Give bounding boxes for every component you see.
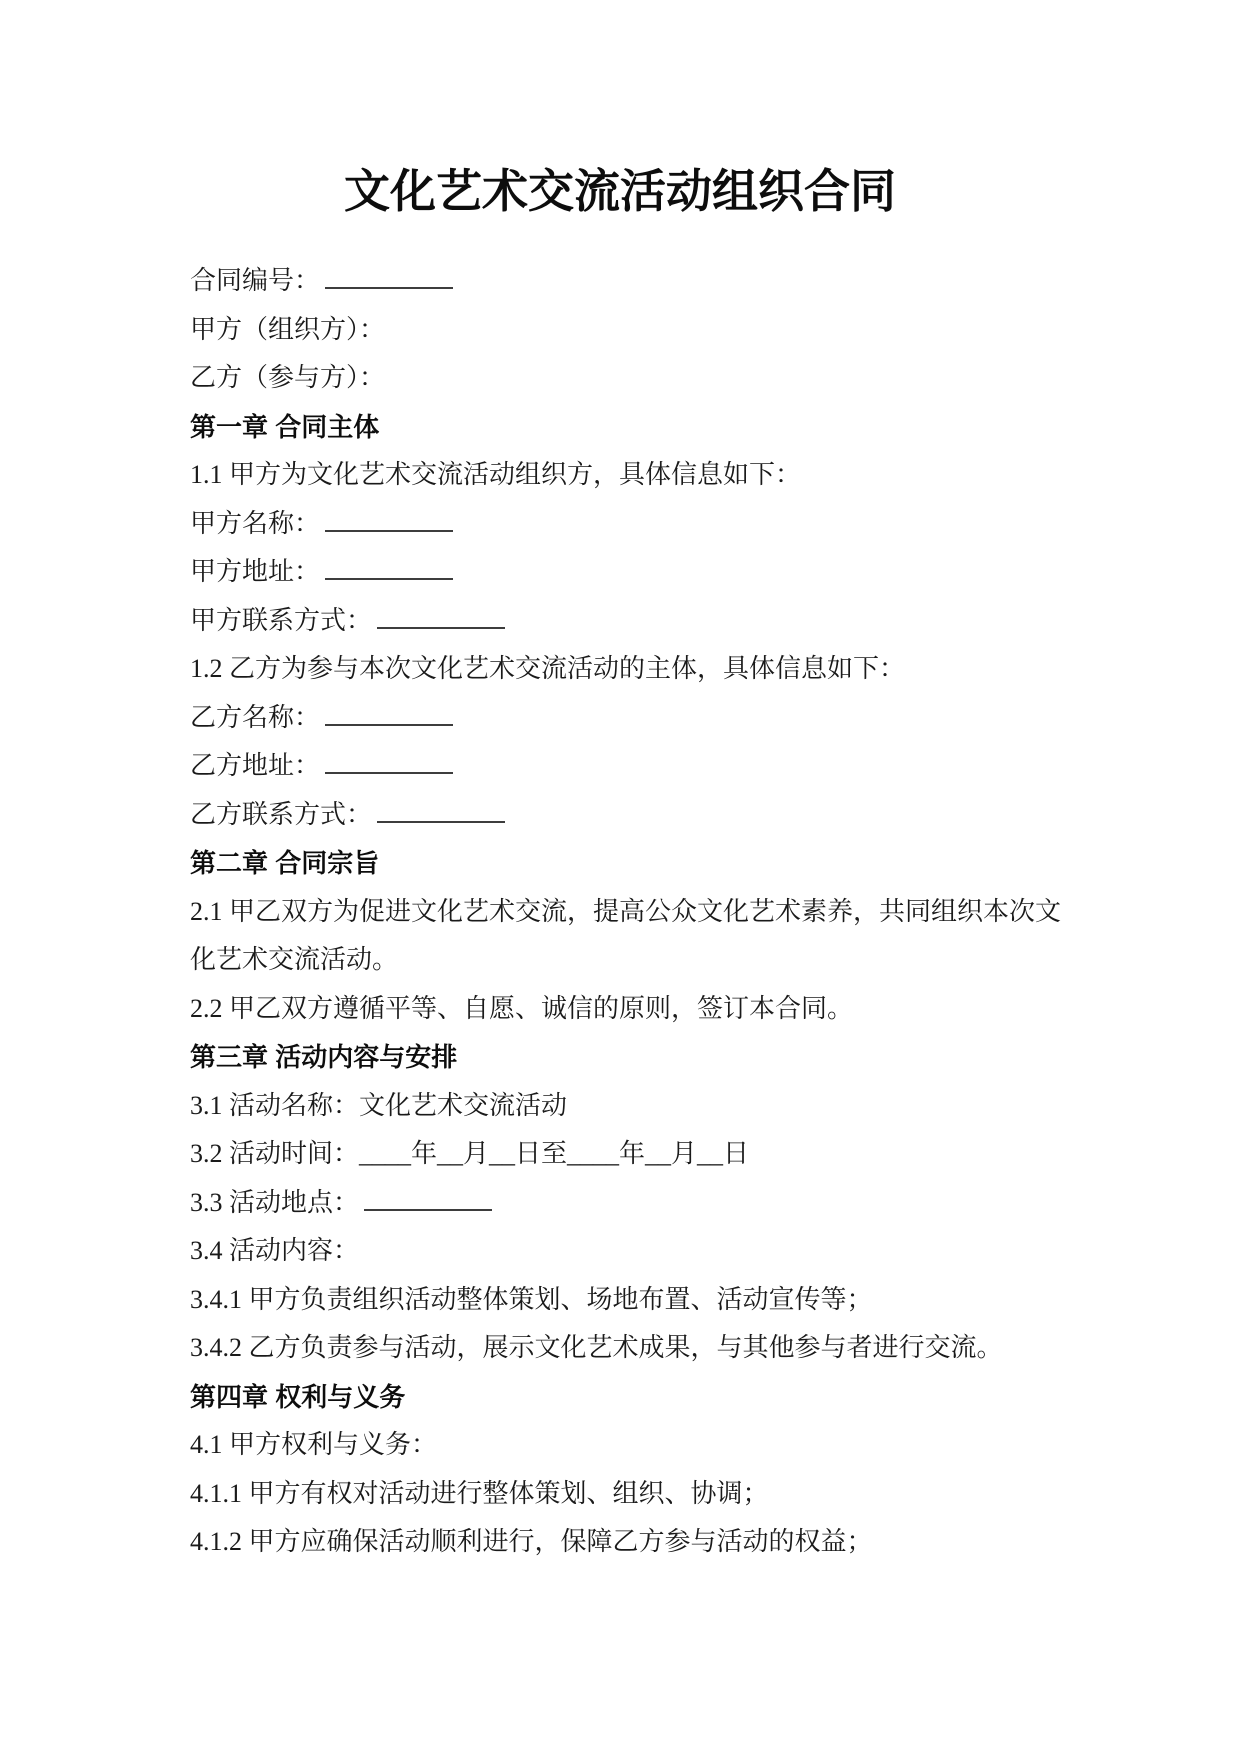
field-party-a-contact <box>190 597 1076 646</box>
field-party-a-name-label: 甲方名称： <box>190 508 321 538</box>
party-a-name-blank-line <box>325 506 453 532</box>
contract-number-label: 合同编号： <box>190 266 321 295</box>
chapter-1-heading: 第一章 合同主体 <box>190 411 380 442</box>
para-2-2: 2.2 甲乙双方遵循平等、自愿、诚信的原则，签订本合同。 <box>190 993 854 1023</box>
para-3-4-2: 3.4.2 乙方负责参与活动，展示文化艺术成果，与其他参与者进行交流。 <box>190 1333 1003 1362</box>
field-party-b-name <box>190 694 1076 743</box>
para-3-4: 3.4 活动内容： <box>190 1236 360 1265</box>
field-activity-location <box>190 1179 1076 1228</box>
para-4-1-1: 4.1.1 甲方有权对活动进行整体策划、组织、协调； <box>190 1478 769 1508</box>
chapter-4-heading: 第四章 权利与义务 <box>190 1381 406 1412</box>
para-1-1: 1.1 甲方为文化艺术交流活动组织方，具体信息如下： <box>190 460 802 489</box>
field-party-b-contact-label: 乙方联系方式： <box>190 799 373 829</box>
para-1-2: 1.2 乙方为参与本次文化艺术交流活动的主体，具体信息如下： <box>190 654 906 683</box>
field-party-a-address <box>190 548 1076 597</box>
field-party-b-address-label: 乙方地址： <box>190 751 321 780</box>
para-2-1: 2.1 甲乙双方为促进文化艺术交流，提高公众文化艺术素养，共同组织本次文化艺术交流活动。 <box>190 896 1062 974</box>
field-party-b-name-label: 乙方名称： <box>190 702 321 732</box>
chapter-3-heading: 第三章 活动内容与安排 <box>190 1042 458 1072</box>
party-a-contact-blank-line <box>377 603 505 629</box>
para-3-4-1: 3.4.1 甲方负责组织活动整体策划、场地布置、活动宣传等； <box>190 1284 873 1314</box>
activity-location-blank-line <box>364 1185 492 1211</box>
para-3-1: 3.1 活动名称：文化艺术交流活动 <box>190 1090 568 1120</box>
party-b-address-blank-line <box>325 748 453 774</box>
party-b-name-blank-line <box>325 700 453 726</box>
contract-number-blank-line <box>325 263 453 289</box>
para-4-1: 4.1 甲方权利与义务： <box>190 1430 438 1459</box>
para-3-2: 3.2 活动时间：____年__月__日至____年__月__日 <box>190 1139 750 1168</box>
field-party-b-address <box>190 742 1076 791</box>
party-a-address-blank-line <box>325 554 453 580</box>
field-party-b-contact <box>190 791 1076 840</box>
chapter-2-heading: 第二章 合同宗旨 <box>190 848 380 878</box>
party-b-contact-blank-line <box>377 797 505 823</box>
document-title: 文化艺术交流活动组织合同 <box>344 166 896 217</box>
field-party-a-address-label: 甲方地址： <box>190 557 321 586</box>
field-party-a-name <box>190 500 1076 549</box>
party-b-line: 乙方（参与方）： <box>190 363 386 392</box>
field-activity-location-label: 3.3 活动地点： <box>190 1187 360 1217</box>
field-party-a-contact-label: 甲方联系方式： <box>190 605 373 635</box>
contract-number-line <box>190 257 1076 306</box>
party-a-line: 甲方（组织方）： <box>190 314 386 344</box>
para-4-1-2: 4.1.2 甲方应确保活动顺利进行，保障乙方参与活动的权益； <box>190 1527 873 1556</box>
